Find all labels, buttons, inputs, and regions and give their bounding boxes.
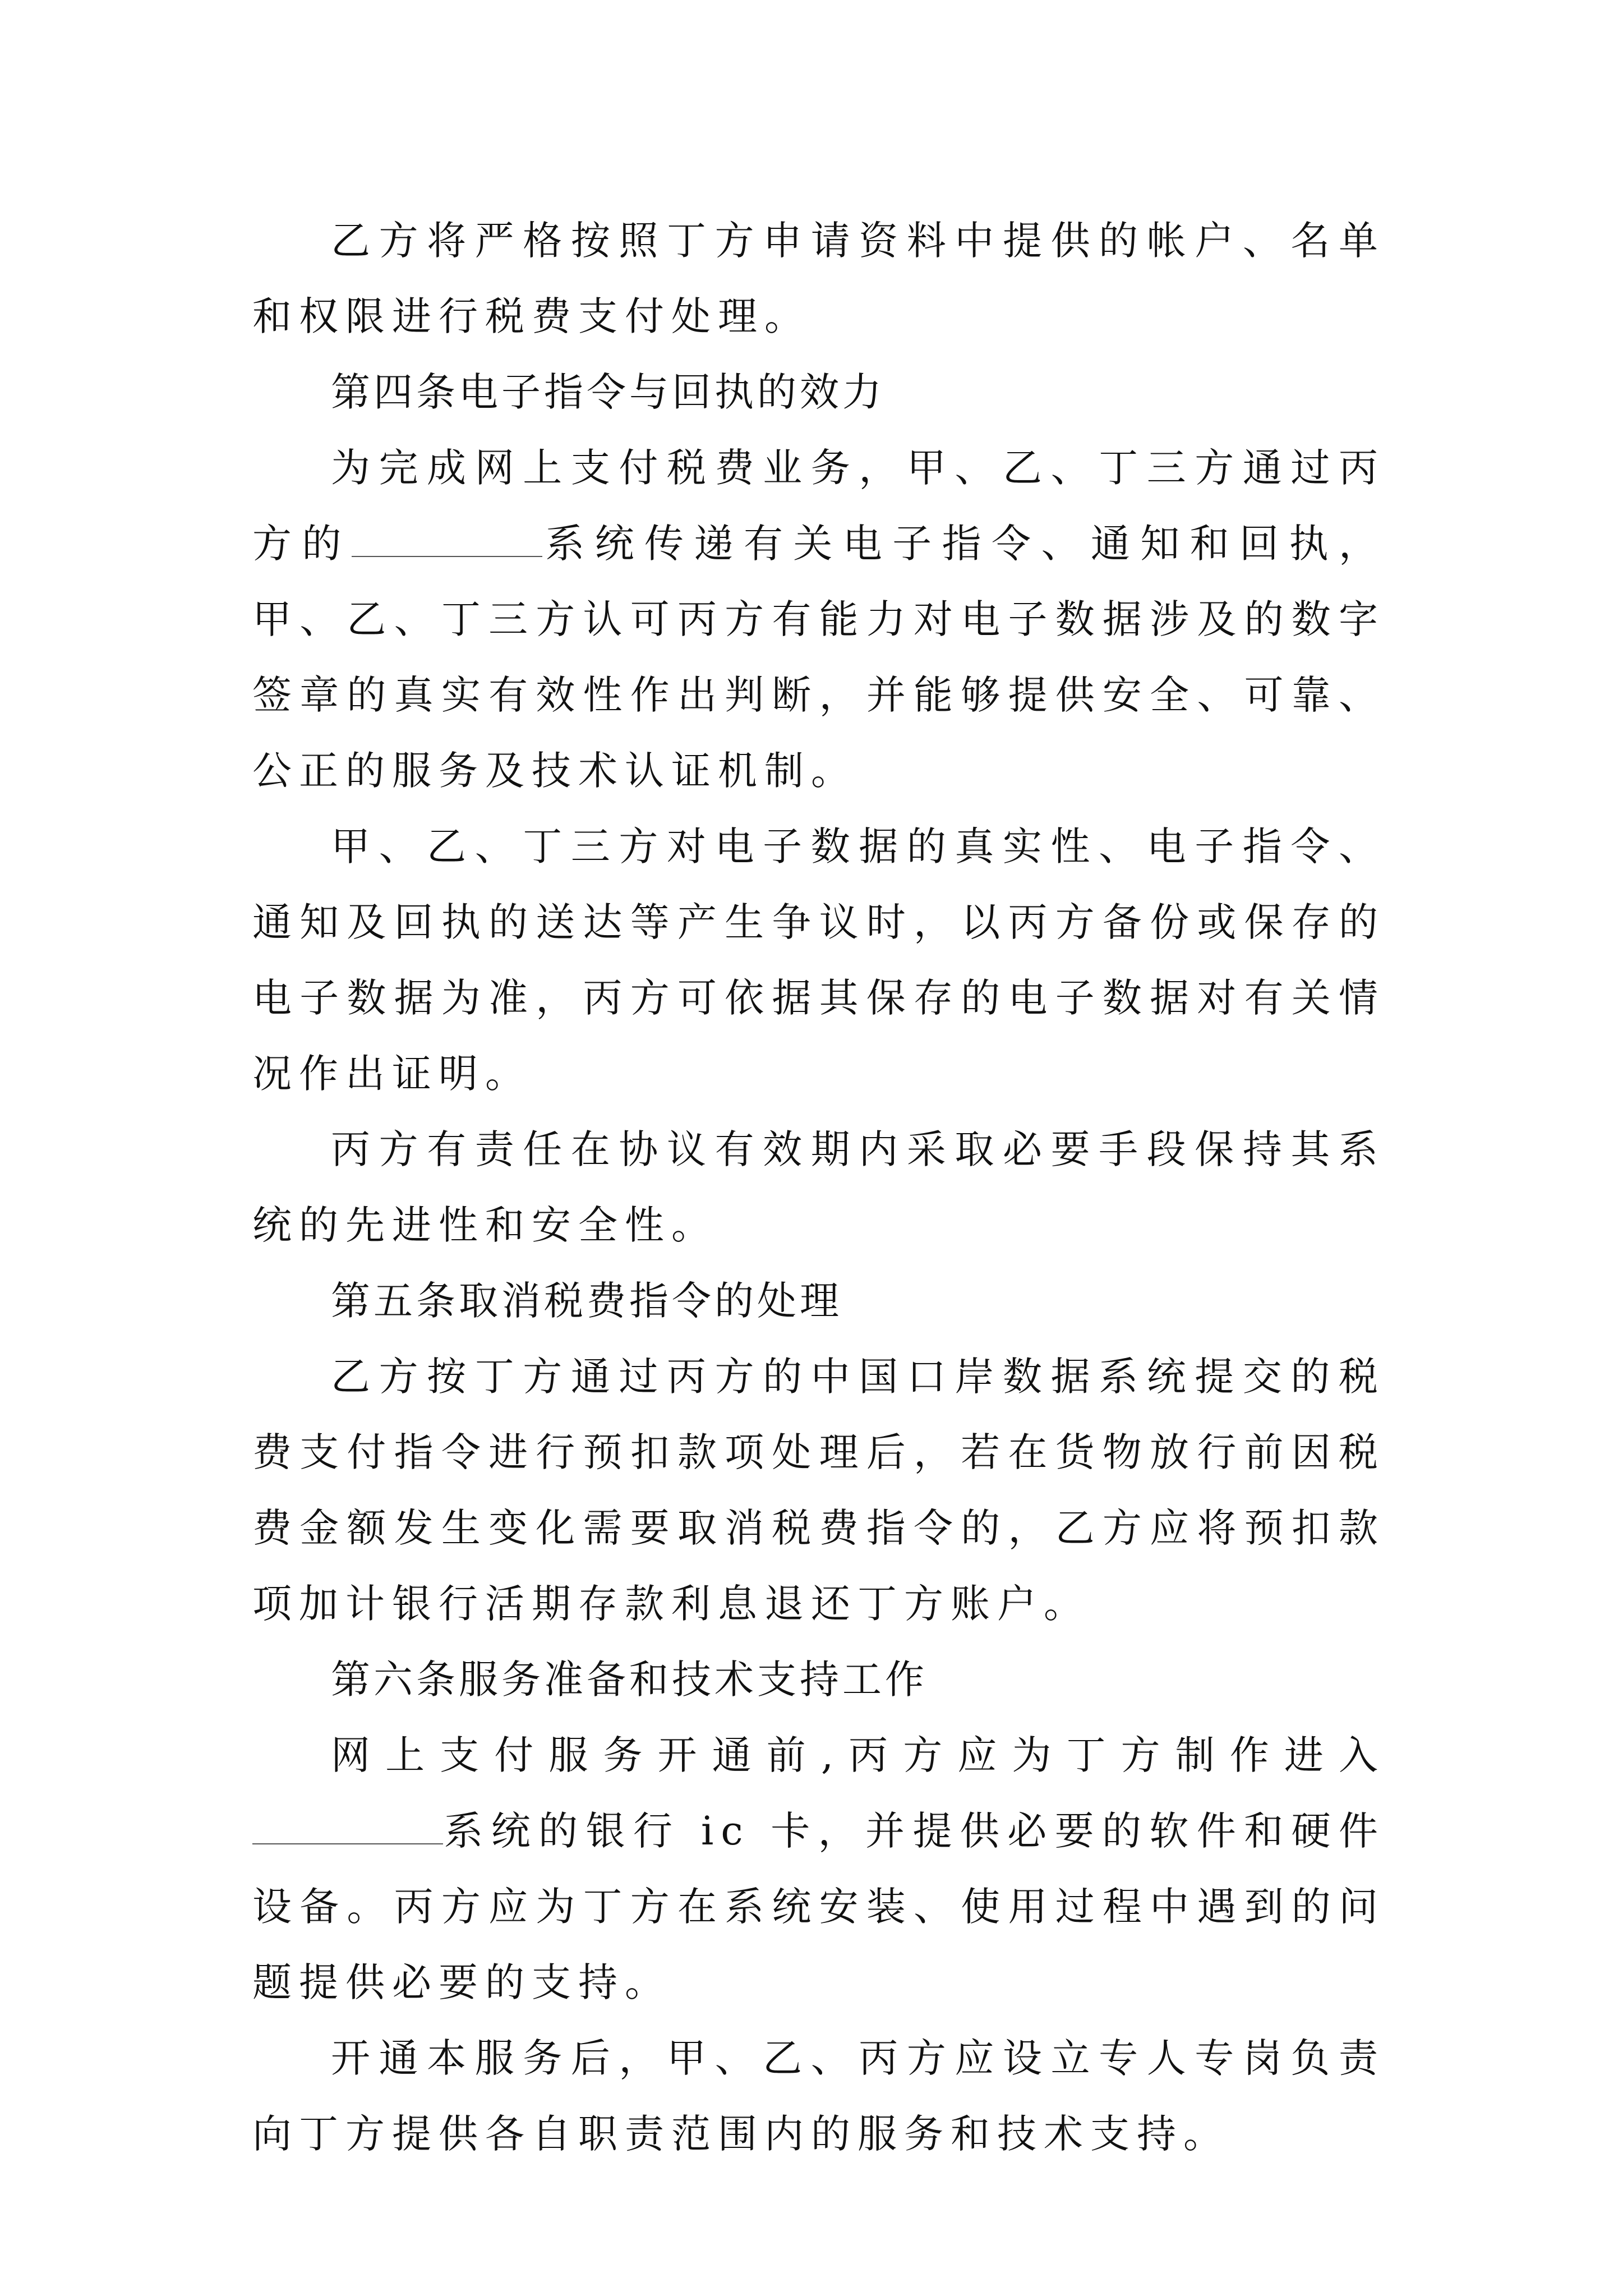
system-access-blank [252,1811,443,1844]
article-5-heading: 第五条取消税费指令的处理 [331,1278,842,1324]
paragraph-system-security: 丙方有责任在协议有效期内采取必要手段保持其系统的先进性和安全性。 [252,1126,1385,1248]
system-name-blank [352,523,542,557]
article-4-heading: 第四条电子指令与回执的效力 [331,369,885,415]
paragraph-technical-support: 开通本服务后，甲、乙、丙方应设立专人专岗负责向丁方提供各自职责范围内的服务和技术支持。 [252,2035,1385,2157]
paragraph-electronic-system-start: 为完成网上支付税费业务，甲、乙、丁三方通过丙方的 [252,445,1385,567]
paragraph-account-processing: 乙方将严格按照丁方申请资料中提供的帐户、名单和权限进行税费支付处理。 [252,218,1385,339]
paragraph-electronic-system [252,430,1385,809]
paragraph-service-preparation-end: 系统的银行 ic 卡，并提供必要的软件和硬件设备。丙方应为丁方在系统安装、使用过程中遇到的问题提供必要的支持。 [252,1808,1385,2005]
paragraph-dispute-evidence: 甲、乙、丁三方对电子数据的真实性、电子指令、通知及回执的送达等产生争议时，以丙方备份或保存的电子数据为准，丙方可依据其保存的电子数据对有关情况作出证明。 [252,823,1385,1097]
paragraph-service-preparation-start: 网上支付服务开通前,丙方应为丁方制作进入 [331,1732,1385,1778]
paragraph-electronic-system-end: 系统传递有关电子指令、通知和回执，甲、乙、丁三方认可丙方有能力对电子数据涉及的数字签章的真实有效性作出判断，并能够提供安全、可靠、公正的服务及技术认证机制。 [252,521,1386,794]
document-page [252,203,1385,2172]
paragraph-service-preparation [252,1718,1385,2021]
paragraph-cancel-instruction: 乙方按丁方通过丙方的中国口岸数据系统提交的税费支付指令进行预扣款项处理后，若在货物放行前因税费金额发生变化需要取消税费指令的，乙方应将预扣款项加计银行活期存款利息退还丁方账户。 [252,1354,1385,1627]
article-6-heading: 第六条服务准备和技术支持工作 [331,1657,928,1703]
